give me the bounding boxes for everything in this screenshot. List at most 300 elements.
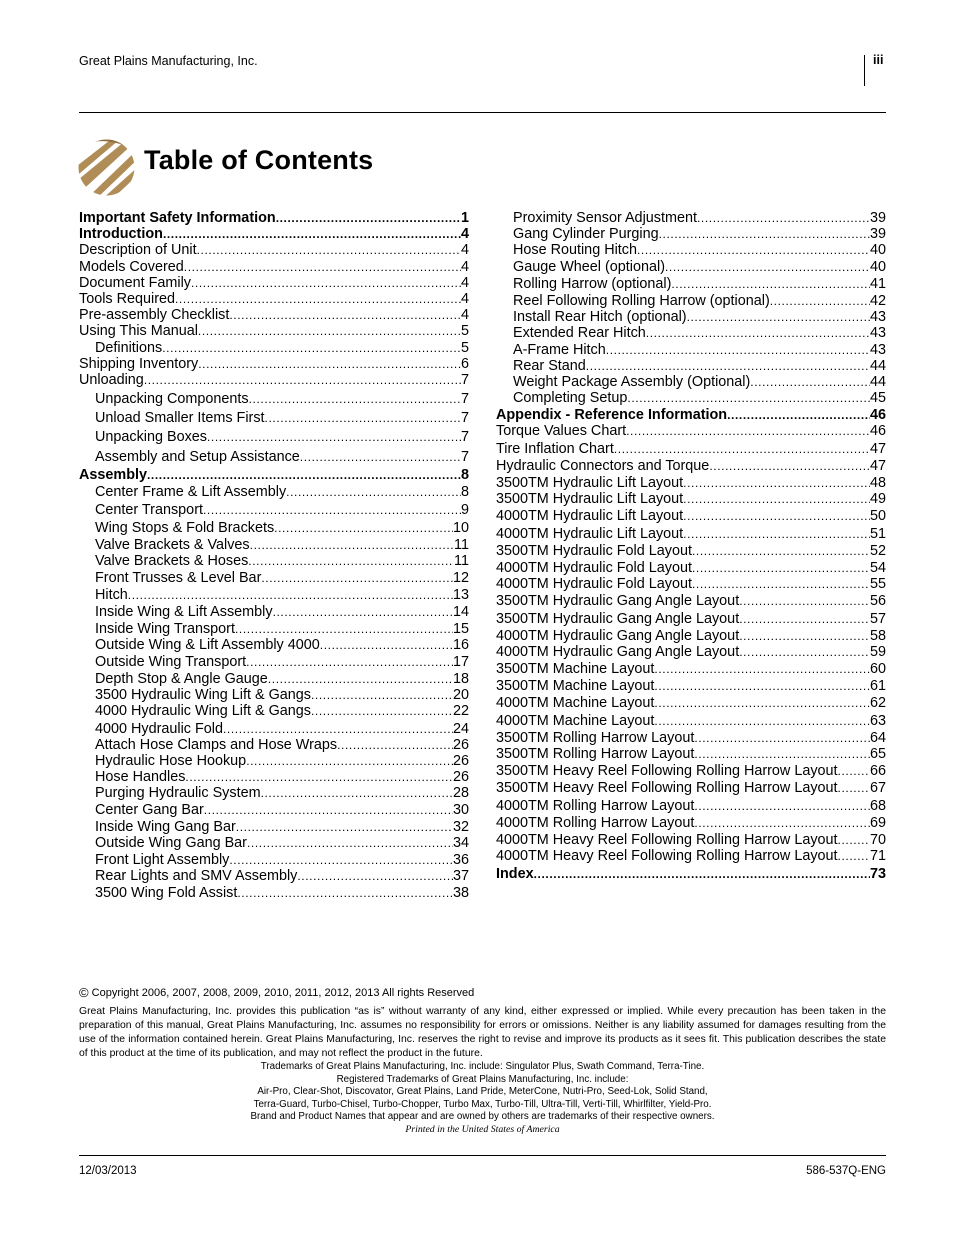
footer-rule [79,1155,886,1156]
toc-entry-title: 3500TM Hydraulic Fold Layout [496,542,692,559]
toc-entry-page: 71 [869,848,886,865]
toc-entry[interactable] [496,780,886,796]
toc-entry-page: 52 [869,542,886,559]
toc-leader-dots [337,737,453,753]
toc-entry[interactable] [79,703,469,719]
toc-entry[interactable] [496,293,886,309]
toc-entry[interactable] [496,798,886,814]
toc-entry-page: 67 [869,780,886,797]
toc-column-right [496,210,886,883]
toc-entry[interactable] [496,661,886,677]
toc-entry[interactable] [79,852,469,868]
toc-leader-dots [237,885,453,901]
toc-leader-dots [694,798,870,814]
toc-entry-page: 42 [869,292,886,309]
toc-entry[interactable] [496,543,886,559]
toc-entry-page: 40 [869,242,886,259]
toc-leader-dots [191,275,461,291]
toc-leader-dots [223,721,453,737]
toc-entry[interactable] [79,242,469,258]
toc-entry-page: 46 [869,423,886,440]
toc-entry-title: Appendix - Reference Information [496,407,728,424]
toc-leader-dots [692,543,870,559]
toc-entry-title: Outside Wing Gang Bar [95,834,247,851]
toc-leader-dots [586,358,870,374]
toc-leader-dots [147,467,461,483]
toc-entry[interactable] [79,372,469,388]
toc-leader-dots [297,868,453,884]
toc-entry-page: 57 [869,610,886,627]
toc-entry[interactable] [496,628,886,644]
toc-entry-page: 5 [460,339,469,356]
toc-entry-title: 3500TM Hydraulic Gang Angle Layout [496,610,740,627]
toc-entry-page: 6 [460,355,469,372]
toc-entry-page: 70 [869,831,886,848]
toc-entry-title: Assembly [79,466,147,483]
toc-entry[interactable] [496,526,886,542]
toc-entry-title: 4000TM Hydraulic Gang Angle Layout [496,643,740,660]
toc-entry[interactable] [496,325,886,341]
toc-leader-dots [236,819,453,835]
footer-date: 12/03/2013 [79,1165,137,1177]
toc-leader-dots [311,703,453,719]
toc-entry[interactable] [79,819,469,835]
toc-entry[interactable] [79,391,469,407]
toc-entry[interactable] [496,644,886,660]
toc-leader-dots [185,769,453,785]
toc-entry[interactable] [79,885,469,901]
toc-leader-dots [250,537,454,553]
toc-entry[interactable] [496,713,886,729]
toc-entry-title: Rolling Harrow (optional) [513,275,672,292]
toc-entry-page: 47 [869,440,886,457]
copyright-symbol: © [79,985,89,1000]
toc-entry-title: Completing Setup [513,390,628,407]
toc-entry-title: Definitions [95,339,163,356]
toc-entry-page: 45 [869,390,886,407]
toc-entry[interactable] [496,695,886,711]
toc-entry-title: 3500TM Rolling Harrow Layout [496,729,695,746]
toc-leader-dots [144,372,461,388]
toc-entry[interactable] [79,802,469,818]
header-page-number: iii [873,53,884,67]
toc-entry-page: 51 [869,525,886,542]
toc-entry-title: Weight Package Assembly (Optional) [513,373,751,390]
toc-entry-title: Using This Manual [79,323,198,340]
toc-entry[interactable] [79,553,469,569]
toc-entry-page: 16 [452,636,469,653]
toc-leader-dots [311,687,453,703]
toc-entry-page: 54 [869,559,886,576]
toc-entry[interactable] [496,210,886,226]
toc-entry[interactable] [496,866,886,882]
toc-entry[interactable] [79,785,469,801]
toc-leader-dots [659,226,870,242]
toc-leader-dots [683,508,870,524]
toc-leader-dots [534,866,870,882]
toc-entry-page: 10 [452,520,469,537]
toc-entry[interactable] [496,276,886,292]
toc-entry-title: 3500TM Heavy Reel Following Rolling Harrow Layout [496,763,838,780]
toc-leader-dots [229,852,453,868]
toc-entry-title: 4000TM Hydraulic Lift Layout [496,525,684,542]
toc-entry-title: Document Family [79,274,191,291]
toc-entry-title: 4000TM Rolling Harrow Layout [496,814,695,831]
toc-entry-page: 4 [460,274,469,291]
toc-entry-title: Hose Handles [95,769,186,786]
toc-entry-title: Install Rear Hitch (optional) [513,309,687,326]
toc-entry-title: Inside Wing Transport [95,620,235,637]
toc-entry[interactable] [79,356,469,372]
toc-entry[interactable] [496,309,886,325]
toc-entry-page: 13 [452,587,469,604]
toc-entry-title: 4000TM Machine Layout [496,712,655,729]
toc-leader-dots [203,502,461,518]
toc-entry-title: 3500 Wing Fold Assist [95,884,238,901]
toc-entry[interactable] [496,259,886,275]
toc-entry[interactable] [79,721,469,737]
page-title: Table of Contents [144,145,374,175]
toc-entry-page: 60 [869,661,886,678]
toc-leader-dots [646,325,870,341]
toc-leader-dots [683,526,870,542]
toc-leader-dots [300,449,461,465]
toc-entry-title: Front Light Assembly [95,852,230,869]
toc-entry-page: 7 [460,448,469,465]
toc-entry-title: Index [496,866,534,883]
toc-entry-title: Hydraulic Connectors and Torque [496,457,710,474]
header-rule [79,112,886,113]
toc-entry[interactable] [79,753,469,769]
trademark-line: Air-Pro, Clear-Shot, Discovator, Great Plains, Land Pride, MeterCone, Nutri-Pro, Seed-Lok, Solid Stand, [257,1086,708,1098]
toc-entry[interactable] [79,570,469,586]
toc-leader-dots [261,570,453,586]
toc-entry-page: 64 [869,729,886,746]
toc-entry-page: 44 [869,357,886,374]
toc-entry-page: 69 [869,814,886,831]
toc-entry-title: A-Frame Hitch [513,341,606,358]
toc-entry-page: 37 [452,868,469,885]
toc-entry-page: 11 [454,552,469,569]
toc-entry-title: Extended Rear Hitch [513,325,646,342]
toc-entry[interactable] [79,340,469,356]
trademarks-block [79,1061,886,1137]
toc-leader-dots [162,340,461,356]
trademark-line: Registered Trademarks of Great Plains Manufacturing, Inc. include: [336,1073,629,1085]
toc-leader-dots [273,604,453,620]
toc-leader-dots [268,671,453,687]
toc-entry[interactable] [496,832,886,848]
header-divider [864,55,865,86]
toc-entry[interactable] [496,358,886,374]
toc-entry[interactable] [79,275,469,291]
toc-entry-page: 61 [869,678,886,695]
toc-entry-page: 7 [460,371,469,388]
toc-entry[interactable] [496,407,886,423]
toc-entry[interactable] [79,737,469,753]
toc-entry-title: Valve Brackets & Valves [95,536,250,553]
toc-leader-dots [683,491,870,507]
toc-leader-dots [204,802,453,818]
toc-entry-page: 7 [460,391,469,408]
toc-entry-title: 4000TM Heavy Reel Following Rolling Harrow Layout [496,848,838,865]
toc-entry-title: Models Covered [79,258,184,275]
toc-entry-title: Pre-assembly Checklist [79,307,230,324]
toc-entry-page: 26 [452,769,469,786]
toc-entry-page: 4 [460,242,469,259]
toc-entry-title: 4000TM Hydraulic Lift Layout [496,508,684,525]
toc-entry-page: 55 [869,576,886,593]
toc-entry[interactable] [496,491,886,507]
toc-entry-title: Rear Lights and SMV Assembly [95,868,298,885]
toc-entry[interactable] [496,374,886,390]
toc-entry-page: 59 [869,643,886,660]
toc-entry[interactable] [496,423,886,439]
toc-entry-page: 14 [452,604,469,621]
toc-entry-title: 4000 Hydraulic Fold [95,720,223,737]
toc-entry-page: 68 [869,797,886,814]
toc-entry-page: 38 [452,884,469,901]
toc-entry-page: 4 [460,290,469,307]
toc-entry[interactable] [496,678,886,694]
toc-entry[interactable] [496,508,886,524]
toc-leader-dots [750,374,870,390]
disclaimer-paragraph: Great Plains Manufacturing, Inc. provides this publication “as is” without warranty of any kind, either expressed or implied. While every precaution has been taken in the preparation of this manual, Great Plains Manufacturing, Inc. assumes no responsibility for errors or omissions. Neither is any liability assumed for damages resulting from the use of the information contained herein. Great Plains Manufacturing, Inc. reserves the right to revise and improve its products as it sees fit. This publication describes the state of this product at the time of its publication, and may not reflect the product in the future. [79,1006,886,1059]
toc-leader-dots [274,520,453,536]
toc-entry-page: 24 [452,720,469,737]
toc-entry[interactable] [79,637,469,653]
toc-leader-dots [838,848,870,864]
toc-leader-dots [198,323,461,339]
toc-entry-page: 18 [452,671,469,688]
trademark-line: Trademarks of Great Plains Manufacturing, Inc. include: Singulator Plus, Swath Command, Terra-Tine. [260,1061,705,1072]
toc-entry-title: 3500TM Hydraulic Lift Layout [496,475,684,491]
toc-leader-dots [770,293,870,309]
toc-leader-dots [128,587,453,603]
toc-leader-dots [249,391,461,407]
toc-leader-dots [671,276,870,292]
toc-entry-title: 3500TM Machine Layout [496,661,655,678]
toc-entry[interactable] [496,441,886,457]
toc-entry[interactable] [79,226,469,242]
toc-entry[interactable] [496,730,886,746]
toc-entry-page: 5 [460,323,469,340]
toc-entry[interactable] [79,467,469,483]
toc-entry-title: Gauge Wheel (optional) [513,258,665,275]
toc-entry[interactable] [79,835,469,851]
toc-entry-page: 39 [869,226,886,243]
toc-entry[interactable] [496,342,886,358]
toc-leader-dots [276,210,461,226]
toc-entry[interactable] [79,429,469,445]
toc-entry[interactable] [79,654,469,670]
toc-entry-page: 28 [452,785,469,802]
toc-leader-dots [198,356,461,372]
great-plains-logo-icon [78,139,135,196]
toc-leader-dots [637,242,870,258]
toc-entry-page: 4 [460,226,469,243]
toc-entry-title: Hitch [95,587,128,604]
toc-leader-dots [727,407,870,423]
toc-entry-page: 8 [460,484,469,500]
toc-leader-dots [838,780,870,796]
toc-leader-dots [654,678,870,694]
toc-entry-page: 11 [454,536,469,553]
toc-entry[interactable] [496,815,886,831]
toc-entry[interactable] [496,560,886,576]
toc-entry[interactable] [496,611,886,627]
toc-entry-title: Important Safety Information [79,210,276,226]
toc-leader-dots [246,654,453,670]
toc-entry-page: 49 [869,491,886,508]
toc-entry-title: 3500TM Rolling Harrow Layout [496,746,695,762]
toc-entry[interactable] [496,475,886,491]
toc-entry-title: Rear Stand [513,357,586,374]
toc-entry-page: 66 [869,763,886,780]
toc-entry[interactable] [79,520,469,536]
toc-leader-dots [739,611,870,627]
toc-entry-title: Introduction [79,226,163,243]
toc-entry[interactable] [79,291,469,307]
toc-leader-dots [229,307,461,323]
trademark-line: Terra-Guard, Turbo-Chisel, Turbo-Chopper, Turbo Max, Turbo-Till, Ultra-Till, Verti-Till, Whirlfilter, Yield-Pro. [253,1098,712,1110]
toc-entry-page: 4 [460,307,469,324]
toc-entry-page: 8 [460,466,469,483]
toc-entry[interactable] [79,671,469,687]
toc-entry[interactable] [79,502,469,518]
toc-entry-page: 43 [869,341,886,358]
toc-entry[interactable] [79,259,469,275]
toc-entry-title: Reel Following Rolling Harrow (optional) [513,292,770,309]
toc-entry[interactable] [79,410,469,426]
toc-entry-page: 73 [869,866,886,883]
toc-leader-dots [687,309,870,325]
toc-entry-page: 56 [869,593,886,610]
toc-leader-dots [692,560,870,576]
toc-entry[interactable] [79,587,469,603]
toc-entry-page: 50 [869,508,886,525]
toc-entry-page: 34 [452,834,469,851]
toc-entry-page: 4 [460,258,469,275]
toc-entry[interactable] [496,226,886,242]
toc-entry[interactable] [496,242,886,258]
toc-entry-page: 65 [869,746,886,762]
toc-entry-title: Valve Brackets & Hoses [95,552,249,569]
toc-entry[interactable] [79,621,469,637]
toc-entry-title: 4000TM Hydraulic Fold Layout [496,559,692,576]
toc-entry-title: Unpacking Boxes [95,429,207,446]
toc-entry-page: 63 [869,712,886,729]
toc-entry-title: Center Transport [95,502,203,519]
toc-entry-title: Shipping Inventory [79,355,199,372]
copyright-line [79,985,474,1000]
toc-leader-dots [692,576,870,592]
toc-leader-dots [235,621,453,637]
toc-entry-page: 22 [452,703,469,720]
toc-entry-title: 3500TM Heavy Reel Following Rolling Harrow Layout [496,780,838,797]
toc-entry[interactable] [79,687,469,703]
toc-entry[interactable] [79,449,469,465]
toc-entry[interactable] [496,390,886,406]
toc-entry-title: 4000 Hydraulic Wing Lift & Gangs [95,703,311,720]
toc-entry-title: 4000TM Rolling Harrow Layout [496,797,695,814]
footer-document-code: 586-537Q-ENG [806,1165,886,1177]
toc-entry-title: Wing Stops & Fold Brackets [95,520,275,537]
toc-entry-page: 15 [452,620,469,637]
toc-entry-page: 43 [869,309,886,326]
toc-leader-dots [247,835,453,851]
toc-entry-title: Purging Hydraulic System [95,785,261,802]
toc-entry-page: 32 [452,818,469,835]
toc-leader-dots [739,593,870,609]
toc-leader-dots [207,429,461,445]
toc-entry-title: Unpacking Components [95,391,249,408]
toc-entry[interactable] [79,537,469,553]
toc-entry-page: 7 [460,410,469,427]
toc-entry[interactable] [79,210,469,226]
toc-entry[interactable] [79,769,469,785]
header-company: Great Plains Manufacturing, Inc. [79,54,258,68]
toc-entry[interactable] [496,763,886,779]
toc-leader-dots [197,242,461,258]
toc-entry-title: Center Frame & Lift Assembly [95,484,287,500]
toc-entry-title: 4000TM Hydraulic Gang Angle Layout [496,627,740,644]
toc-entry-title: Tire Inflation Chart [496,440,614,457]
toc-entry-title: Hydraulic Hose Hookup [95,753,247,769]
toc-entry-title: Attach Hose Clamps and Hose Wraps [95,736,338,753]
toc-entry[interactable] [79,307,469,323]
toc-entry-title: Gang Cylinder Purging [513,226,659,243]
toc-entry-page: 36 [452,852,469,869]
toc-leader-dots [265,410,461,426]
toc-entry-page: 46 [869,407,886,424]
toc-entry-page: 17 [452,653,469,670]
toc-entry-title: Inside Wing Gang Bar [95,818,236,835]
toc-leader-dots [184,259,461,275]
toc-entry-title: Center Gang Bar [95,801,204,818]
toc-leader-dots [626,423,870,439]
toc-leader-dots [694,730,870,746]
toc-entry-page: 43 [869,325,886,342]
toc-entry[interactable] [496,458,886,474]
toc-entry-page: 20 [452,687,469,704]
copyright-text: Copyright 2006, 2007, 2008, 2009, 2010, 2011, 2012, 2013 All rights Reserved [88,987,475,999]
toc-entry[interactable] [79,323,469,339]
toc-entry-title: 3500TM Machine Layout [496,678,655,695]
toc-entry-title: Torque Values Chart [496,423,627,440]
toc-entry[interactable] [496,848,886,864]
toc-entry[interactable] [496,746,886,762]
toc-entry[interactable] [79,868,469,884]
toc-entry-title: Inside Wing & Lift Assembly [95,604,273,621]
toc-entry-page: 62 [869,695,886,712]
toc-entry[interactable] [496,593,886,609]
toc-entry-title: 3500 Hydraulic Wing Lift & Gangs [95,687,311,704]
toc-entry-title: Tools Required [79,290,175,307]
trademark-line: Brand and Product Names that appear and are owned by others are trademarks of their respective owners. [250,1111,715,1123]
toc-entry[interactable] [496,576,886,592]
toc-entry-title: Unloading [79,371,144,388]
toc-entry-page: 26 [452,736,469,753]
toc-leader-dots [286,484,461,500]
toc-leader-dots [627,390,870,406]
toc-leader-dots [665,259,870,275]
toc-entry[interactable] [79,604,469,620]
toc-entry-page: 26 [452,753,469,769]
toc-entry[interactable] [79,484,469,500]
toc-entry-title: Front Trusses & Level Bar [95,569,262,586]
toc-entry-title: Assembly and Setup Assistance [95,448,300,465]
